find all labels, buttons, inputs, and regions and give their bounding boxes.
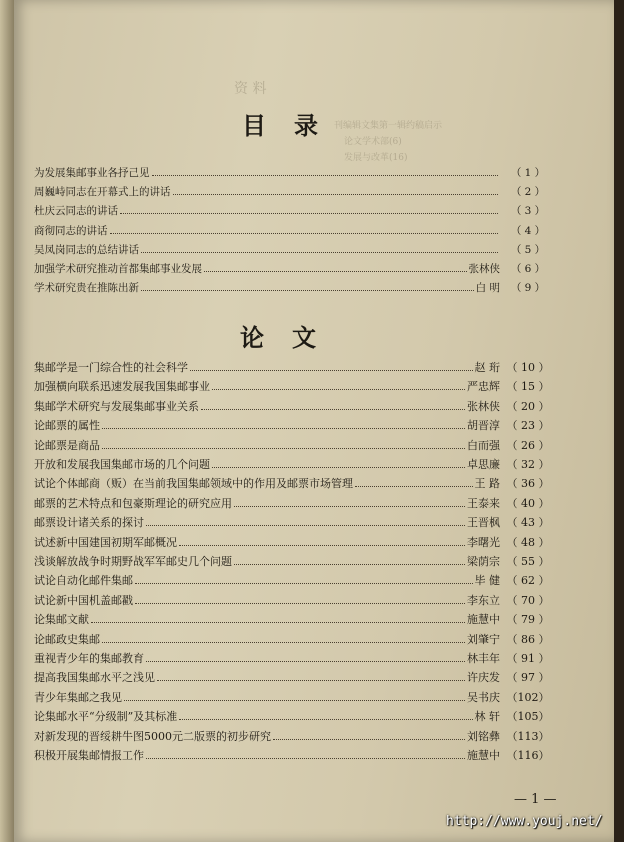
toc-entry-title: 杜庆云同志的讲话 [34,205,118,218]
toc-entry-page: （ 91 ） [506,652,550,665]
toc-entry-page: （ 20 ） [506,399,550,413]
dot-leader [110,233,499,234]
toc-entry-author: 许庆发 [467,671,500,685]
toc-entry [34,433,554,453]
dot-leader [152,175,499,176]
toc-entry-author: 胡晋淳 [467,419,500,433]
bleed-through-text: 刊编辑文集第一辑约稿启示 [334,121,443,131]
toc-entry-author: 吴书庆 [467,690,500,704]
dot-leader [102,642,465,643]
toc-entry [34,179,554,199]
toc-entry [34,607,554,627]
watermark-url: http://www.youj.net/ [446,814,603,829]
toc-entry-title: 积极开展集邮情报工作 [34,749,144,762]
toc-entry-title: 对新发现的晋绥耕牛图5000元二版票的初步研究 [34,729,271,743]
toc-entry [34,237,554,257]
toc-entry-author: 张林侠 [468,263,500,275]
toc-entry-title: 重视青少年的集邮教育 [34,652,144,665]
toc-entry-title: 吴凤岗同志的总结讲话 [34,243,139,256]
toc-entry [34,394,554,414]
toc-entry [34,510,554,530]
toc-entry-title: 试述新中国建国初期军邮概况 [34,535,177,549]
toc-entry-page: （ 23 ） [506,419,550,433]
toc-entry [34,646,554,666]
toc-entry-page: （ 4 ） [510,224,546,237]
toc-entry-page: （ 32 ） [506,458,550,471]
toc-entry-page: （ 1 ） [510,167,546,179]
dot-leader [179,719,472,720]
toc-entry-page: （102） [506,690,550,704]
toc-entry-page: （ 15 ） [506,380,550,394]
toc-entry-page: （ 40 ） [506,496,550,510]
toc-entry [34,704,554,724]
dot-leader [124,700,465,701]
dot-leader [355,486,473,487]
dot-leader [234,506,465,507]
toc-entry-author: 毕 健 [474,574,500,588]
toc-entry-title: 学术研究贵在推陈出新 [34,282,139,295]
toc-entry-page: （ 6 ） [510,263,546,275]
toc-entry [34,355,554,375]
toc-entry-title: 邮票的艺术特点和包豪斯理论的研究应用 [34,496,232,510]
toc-entry-title: 试论自动化邮件集邮 [34,574,133,588]
toc-entry-author: 李东立 [467,593,500,607]
toc-entry-page: （ 62 ） [506,574,550,588]
toc-entry-author: 白而强 [467,438,500,452]
dot-leader [141,252,498,253]
toc-entry-title: 论邮政史集邮 [34,632,100,646]
toc-entry [34,491,554,511]
page-title: 目录 [242,111,346,140]
toc-entry-page: （ 55 ） [506,555,550,568]
toc-entry-title: 论邮票是商品 [34,438,100,452]
toc-entry-author: 梁荫宗 [467,555,500,568]
toc-entry [34,275,554,295]
toc-entry-page: （105） [506,710,550,724]
dot-leader [190,370,473,371]
dot-leader [141,290,474,291]
toc-entry [34,198,554,218]
toc-entry-title: 论集邮水平“分级制”及其标准 [34,710,178,724]
toc-entry [34,685,554,705]
toc-entry [34,743,554,763]
toc-entry-page: （ 9 ） [510,282,546,295]
dot-leader [273,739,465,740]
dot-leader [179,545,465,546]
toc-entry-author: 刘肇宁 [467,632,500,646]
toc-entry-page: （ 97 ） [506,671,550,685]
toc-entry-title: 论邮票的属性 [34,419,100,433]
toc-entry-author: 卓思廉 [467,458,500,471]
toc-entry-title: 论集邮文献 [34,613,89,627]
book-page [14,0,614,842]
toc-entry-page: （ 2 ） [510,186,546,199]
toc-entry [34,665,554,685]
toc-entry-author: 李曙光 [467,535,500,549]
toc-entry-page: （ 10 ） [506,361,550,374]
toc-entry-page: （ 3 ） [510,205,546,218]
toc-entry-title: 开放和发展我国集邮市场的几个问题 [34,458,210,471]
dot-leader [212,389,465,390]
toc-entry-page: （ 79 ） [506,613,550,627]
toc-entry-page: （ 5 ） [510,243,546,256]
dot-leader [146,661,465,662]
toc-entry-title: 加强学术研究推动首都集邮事业发展 [34,263,202,275]
dot-leader [102,448,465,449]
toc-entry-page: （ 36 ） [506,477,550,491]
section-title-papers: 论文 [240,323,344,352]
toc-entry-author: 刘铭彝 [467,729,500,743]
toc-entry [34,160,554,180]
toc-entry-title: 周巍峙同志在开幕式上的讲话 [34,186,171,199]
toc-entry-title: 邮票设计诸关系的探讨 [34,516,144,530]
toc-entry-page: （113） [506,729,550,743]
toc-entry-page: （ 86 ） [506,632,550,646]
toc-entry-title: 提高我国集邮水平之浅见 [34,671,155,685]
dot-leader [157,680,465,681]
toc-entry [34,374,554,394]
bleed-through-text: 发展与改革(16) [344,153,408,163]
toc-entry-author: 严忠辉 [467,380,500,394]
toc-entry-author: 施慧中 [467,749,500,762]
toc-entry-author: 赵 珩 [474,361,500,374]
toc-entry-author: 张林侠 [467,399,500,413]
toc-entry [34,471,554,491]
dot-leader [146,525,465,526]
toc-entry-title: 商彻同志的讲话 [34,224,108,237]
toc-entry-title: 试论新中国机盖邮戳 [34,593,133,607]
toc-entry-title: 青少年集邮之我见 [34,690,122,704]
toc-entry [34,452,554,472]
dot-leader [201,409,465,410]
toc-entry-page: （ 26 ） [506,438,550,452]
book-spine [0,0,14,842]
dot-leader [146,758,465,759]
toc-entry-author: 白 明 [475,282,500,295]
toc-entry-author: 林丰年 [467,652,500,665]
toc-entry-author: 林 轩 [474,710,500,724]
dot-leader [135,583,473,584]
dot-leader [135,603,465,604]
toc-entry-page: （ 43 ） [506,516,550,530]
toc-entry-title: 浅谈解放战争时期野战军军邮史几个问题 [34,555,232,568]
toc-entry-title: 加强横向联系迅速发展我国集邮事业 [34,380,210,394]
dot-leader [173,194,499,195]
toc-entry [34,218,554,238]
toc-entry-title: 集邮学是一门综合性的社会科学 [34,361,188,374]
dot-leader [102,428,465,429]
toc-entry-title: 集邮学术研究与发展集邮事业关系 [34,399,199,413]
toc-entry [34,588,554,608]
toc-entry [34,724,554,744]
dot-leader [234,564,465,565]
bleed-through-text: 论文学术部(6) [344,137,402,147]
toc-entry-author: 王泰来 [467,496,500,510]
toc-entry-title: 为发展集邮事业各抒己见 [34,167,150,179]
toc-entry [34,627,554,647]
toc-entry [34,413,554,433]
dot-leader [204,271,467,272]
toc-entry [34,256,554,276]
toc-entry [34,530,554,550]
toc-entry [34,549,554,569]
toc-entry [34,568,554,588]
dot-leader [120,213,498,214]
toc-entry-page: （116） [506,749,550,762]
toc-entry-title: 试论个体邮商（贩）在当前我国集邮领域中的作用及邮票市场管理 [34,477,353,491]
bleed-through-text: 资 料 [234,81,267,97]
toc-entry-page: （ 48 ） [506,535,550,549]
dot-leader [91,622,465,623]
toc-entry-page: （ 70 ） [506,593,550,607]
toc-entry-author: 施慧中 [467,613,500,627]
page-number: — 1 — [514,792,557,807]
dot-leader [212,467,465,468]
toc-entry-author: 王晋枫 [467,516,500,530]
toc-entry-author: 王 路 [474,477,500,491]
